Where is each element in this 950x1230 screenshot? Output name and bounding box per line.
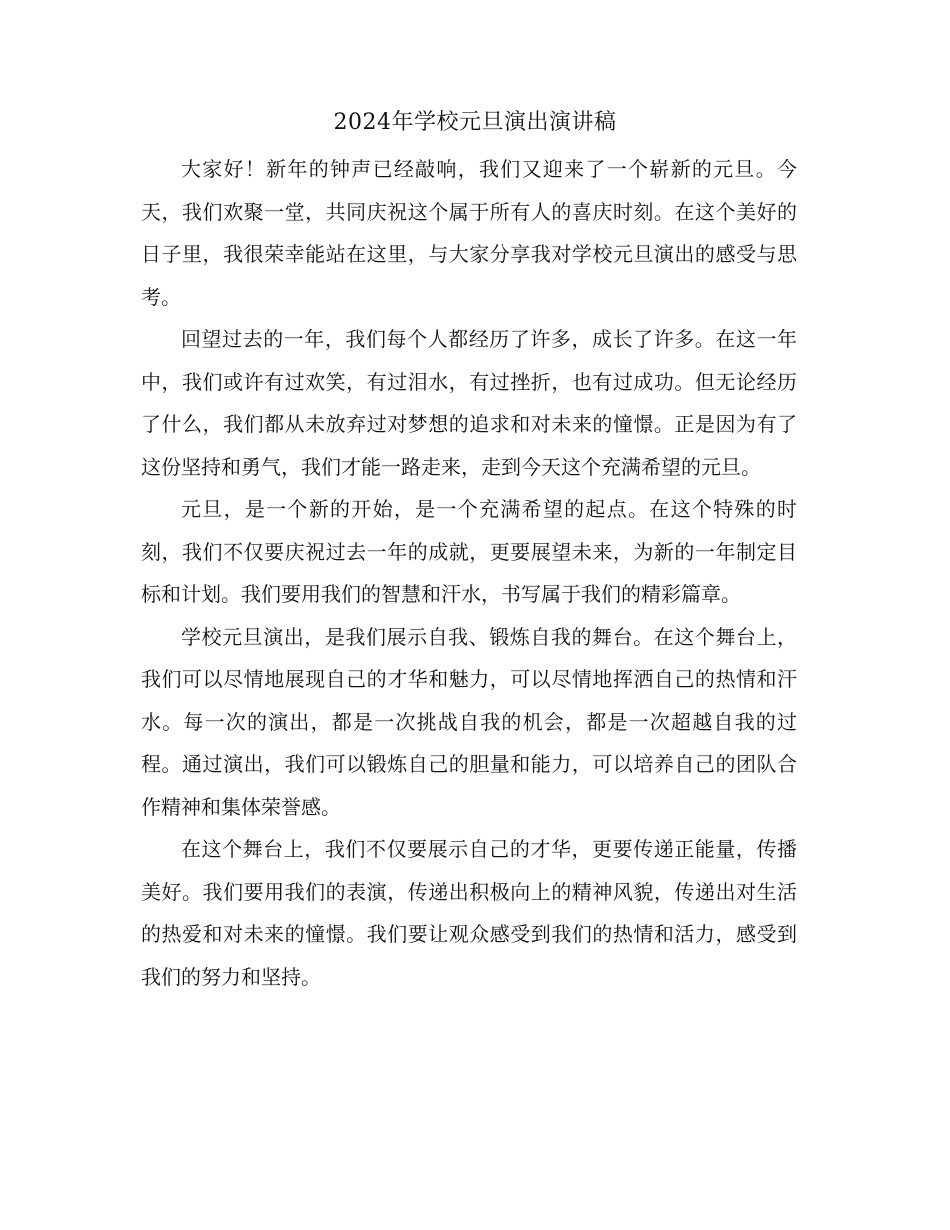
paragraph-2: 回望过去的一年，我们每个人都经历了许多，成长了许多。在这一年中，我们或许有过欢笑，有过泪水，有过挫折，也有过成功。但无论经历了什么，我们都从未放弃过对梦想的追求和对未来的憧憬。正是因为有了这份坚持和勇气，我们才能一路走来，走到今天这个充满希望的元旦。	[141, 327, 797, 479]
document-title: 2024年学校元旦演出演讲稿	[333, 110, 617, 135]
paragraph-5: 在这个舞台上，我们不仅要展示自己的才华，更要传递正能量，传播美好。我们要用我们的表演，传递出积极向上的精神风貌，传递出对生活的热爱和对未来的憧憬。我们要让观众感受到我们的热情和活力，感受到我们的努力和坚持。	[141, 837, 797, 989]
document-body	[141, 148, 797, 998]
paragraph-4: 学校元旦演出，是我们展示自我、锻炼自我的舞台。在这个舞台上，我们可以尽情地展现自己的才华和魅力，可以尽情地挥洒自己的热情和汗水。每一次的演出，都是一次挑战自我的机会，都是一次超越自我的过程。通过演出，我们可以锻炼自己的胆量和能力，可以培养自己的团队合作精神和集体荣誉感。	[141, 624, 797, 819]
paragraph-3: 元旦，是一个新的开始，是一个充满希望的起点。在这个特殊的时刻，我们不仅要庆祝过去一年的成就，更要展望未来，为新的一年制定目标和计划。我们要用我们的智慧和汗水，书写属于我们的精彩篇章。	[141, 497, 797, 606]
paragraph-1: 大家好！新年的钟声已经敲响，我们又迎来了一个崭新的元旦。今天，我们欢聚一堂，共同庆祝这个属于所有人的喜庆时刻。在这个美好的日子里，我很荣幸能站在这里，与大家分享我对学校元旦演出的感受与思考。	[141, 157, 797, 309]
